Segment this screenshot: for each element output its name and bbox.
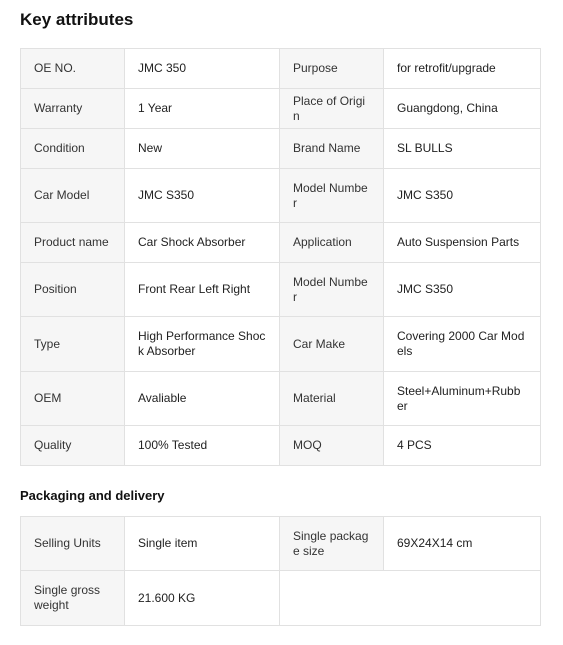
table-row [21,372,541,426]
attribute-value: JMC S350 [384,169,541,223]
attribute-value: Car Shock Absorber [125,223,280,263]
attribute-value: Steel+Aluminum+Rubber [384,372,541,426]
table-row [21,263,541,317]
attribute-value: 1 Year [125,89,280,129]
attribute-key: Position [21,263,125,317]
attribute-key: Place of Origin [280,89,384,129]
attribute-value: Single item [125,517,280,571]
empty-cell [280,571,541,626]
attribute-value: JMC 350 [125,49,280,89]
attribute-key: Purpose [280,49,384,89]
attribute-value: SL BULLS [384,129,541,169]
table-row [21,223,541,263]
attribute-key: Model Number [280,263,384,317]
key-attributes-heading: Key attributes [20,10,134,29]
attribute-value: for retrofit/upgrade [384,49,541,89]
table-row [21,426,541,466]
table-row [21,571,541,626]
attribute-key: Single gross weight [21,571,125,626]
packaging-heading: Packaging and delivery [20,488,165,503]
attribute-value: 21.600 KG [125,571,280,626]
attribute-value: Covering 2000 Car Models [384,317,541,372]
attribute-key: OE NO. [21,49,125,89]
attribute-key: OEM [21,372,125,426]
attribute-key: MOQ [280,426,384,466]
attribute-value: 4 PCS [384,426,541,466]
attribute-value: Avaliable [125,372,280,426]
attribute-value: Auto Suspension Parts [384,223,541,263]
attribute-key: Application [280,223,384,263]
attribute-key: Selling Units [21,517,125,571]
attribute-key: Product name [21,223,125,263]
attribute-value: JMC S350 [384,263,541,317]
table-row [21,89,541,129]
attribute-key: Condition [21,129,125,169]
attribute-key: Quality [21,426,125,466]
table-row [21,517,541,571]
attribute-key: Car Make [280,317,384,372]
attribute-key: Material [280,372,384,426]
table-row [21,49,541,89]
attribute-key: Warranty [21,89,125,129]
attribute-key: Car Model [21,169,125,223]
table-row [21,317,541,372]
attribute-value: 69X24X14 cm [384,517,541,571]
attribute-value: 100% Tested [125,426,280,466]
attribute-value: High Performance Shock Absorber [125,317,280,372]
attribute-key: Type [21,317,125,372]
attribute-value: New [125,129,280,169]
table-row [21,169,541,223]
table-row [21,129,541,169]
key-attributes-table [20,48,541,466]
attribute-value: Front Rear Left Right [125,263,280,317]
attribute-key: Brand Name [280,129,384,169]
attribute-key: Single package size [280,517,384,571]
attribute-value: Guangdong, China [384,89,541,129]
attribute-key: Model Number [280,169,384,223]
attribute-value: JMC S350 [125,169,280,223]
packaging-table [20,516,541,626]
